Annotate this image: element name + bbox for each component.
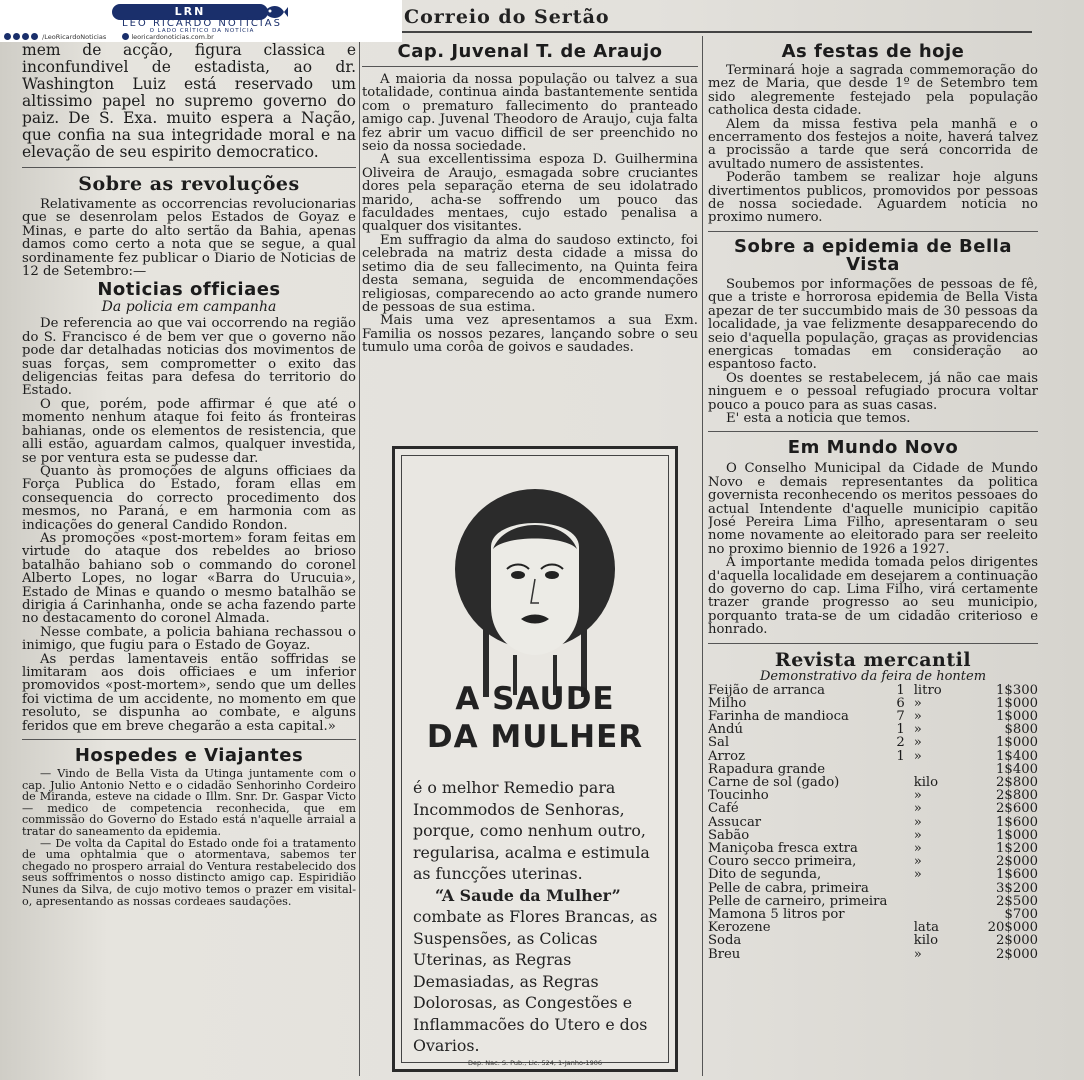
price-unit: lata [913, 920, 939, 936]
price-item: Arroz [708, 748, 746, 764]
price-item: Carne de sol (gado) [708, 775, 840, 791]
price-qty: 7 [896, 709, 905, 725]
price-qty: 1 [896, 748, 905, 764]
price-unit: » [913, 854, 922, 870]
paragraph: O que, porém, pode affirmar é que até o momento nenhum ataque foi feito ás fronteiras bahianas, onde os elementos de resistencia, que alli estão, aguardam calmos, qualquer investida, se por ventura esta se pudesse dar. [22, 396, 356, 466]
social-icons [4, 33, 106, 41]
price-value: 1$000 [996, 827, 1038, 843]
paragraph: O Conselho Municipal da Cidade de Mundo Novo e demais representantes da politica governista reconhecendo os meritos pessoaes do actual Intendente d'aquelle municipio capitão José Pereira Lima Filho, apresentaram o seu nome novamente ao eleitorado para ser reeleito no proximo biennio de 1926 a 1927. [708, 461, 1038, 557]
headline-hospedes: Hospedes e Viajantes [74, 745, 304, 767]
price-item: Milho [708, 695, 747, 711]
price-item: Rapadura grande [708, 761, 826, 777]
price-value: 1$400 [996, 761, 1038, 777]
price-value: 3$200 [996, 880, 1038, 896]
advertisement-saude-da-mulher [392, 446, 678, 1072]
price-item: Soda [708, 933, 742, 949]
price-value: 2$500 [996, 893, 1038, 909]
price-unit [914, 882, 987, 895]
price-row [708, 934, 1038, 947]
price-item: Kerozene [708, 920, 771, 936]
woman-portrait-illustration [435, 487, 635, 697]
price-value: 1$600 [996, 814, 1038, 830]
price-item: Maniçoba fresca extra [708, 841, 858, 857]
logo-name: LEO RICARDO NOTÍCIAS [122, 18, 282, 29]
price-qty [887, 895, 913, 908]
price-item: Andú [708, 722, 743, 738]
paragraph: A importante medida tomada pelos dirigentes d'aquella localidade em desejarem a continuação do governo do cap. Lima Filho, virá certamente trazer grande progresso ao seu municipio, porquanto trata-se de um cidadão criterioso e honrado. [708, 555, 1038, 638]
price-qty [887, 763, 913, 776]
price-unit: » [913, 801, 922, 817]
price-item: Sal [708, 735, 730, 751]
price-value: 2$800 [996, 775, 1038, 791]
social-handle: /LeoRicardoNoticias [42, 33, 107, 41]
price-unit: » [913, 814, 922, 830]
price-unit: » [913, 722, 922, 738]
paragraph: Nesse combate, a policia bahiana rechassou o inimigo, que fugiu para o Estado de Goyaz. [22, 624, 356, 654]
paragraph: — De volta da Capital do Estado onde foi a tratamento de uma ophtalmia que o atormentava, sabemos ter chegado no prospero arraial do Ventura restabelecido dos seus soffrimentos o nosso distincto amigo cap. Espiridião Nunes da Silva, de cujo motivo temos o prazer em visital-o, apresentando as nossas cordeaes saudações. [22, 836, 356, 908]
price-table [708, 684, 1038, 961]
column-right [708, 42, 1038, 1074]
price-unit: » [913, 788, 922, 804]
article-continuation: mem de acção, figura classica e inconfundivel de estadista, ao dr. Washington Luiz está reservado um altissimo papel no supremo governo do paiz. De S. Exa. muito espera a Nação, que confia na sua integridade moral e na elevação de seu espirito democratico. [22, 42, 356, 161]
price-value: 1$000 [996, 709, 1038, 725]
hospedes-section [22, 768, 356, 907]
price-unit: kilo [913, 933, 939, 949]
price-qty [887, 802, 913, 815]
column-divider [359, 36, 360, 1076]
logo-social-row [4, 33, 400, 41]
price-item: Couro secco primeira, [708, 854, 857, 870]
price-row [708, 921, 1038, 934]
price-value: 2$000 [996, 946, 1038, 962]
ad-title-line-2: DA MULHER [426, 719, 644, 755]
ad-body-2: combate as Flores Brancas, as Suspensões, as Colicas Uterinas, as Regras Demasiadas, as Regras Dolorosas, as Congestões e Inflammacões do Utero e dos Ovarios. [413, 907, 658, 1055]
masthead-title: Correio do Sertão [404, 6, 610, 28]
price-item: Feijão de arranca [708, 682, 826, 698]
price-unit: » [913, 735, 922, 751]
section-rule [22, 739, 356, 740]
price-item: Café [708, 801, 739, 817]
price-row [708, 750, 1038, 763]
price-qty [887, 921, 913, 934]
paragraph: Terminará hoje a sagrada commemoração do mez de Maria, que desde 1º de Setembro tem sido alegremente festejado pela população catholica desta cidade. [708, 63, 1038, 119]
header-rule [360, 31, 1032, 33]
price-item: Pelle de cabra, primeira [708, 880, 869, 896]
price-value: 2$000 [996, 854, 1038, 870]
price-value: $700 [1004, 907, 1038, 923]
price-qty [887, 816, 913, 829]
revista-subtitle: Demonstrativo da feira de hontem [759, 668, 987, 684]
ad-license-footer: Dep. Nac. S. Pub., Lic. 524, 1-Janho-1906 [468, 1059, 602, 1067]
paragraph: Alem da missa festiva pela manhã e o encerramento dos festejos a noite, haverá talvez a procissão a tarde que será concorrida de avultado numero de assistentes. [708, 116, 1038, 172]
headline-noticias: Noticias officiaes [97, 279, 281, 301]
subheadline-policia: Da policia em campanha [101, 299, 277, 316]
price-unit: » [913, 946, 922, 962]
price-qty [887, 868, 913, 881]
price-row [708, 710, 1038, 723]
price-item: Dito de segunda, [708, 867, 822, 883]
price-row [708, 736, 1038, 749]
price-row [708, 868, 1038, 881]
price-unit: litro [913, 682, 942, 698]
price-unit: » [913, 841, 922, 857]
headline-juvenal: Cap. Juvenal T. de Araujo [397, 42, 663, 62]
price-value: 2$800 [996, 788, 1038, 804]
price-value: 1$400 [996, 748, 1038, 764]
paragraph: As promoções «post-mortem» foram feitas em virtude do ataque dos rebeldes ao brioso batalhão bahiano sob o commando do coronel Alberto Lopes, no logar «Barra do Urucuia», Estado de Minas e quando o mesmo batalhão se dirigia á Carinhanha, onde se acha fazendo parte no destacamento do coronel Almada. [22, 530, 356, 627]
price-row [708, 948, 1038, 961]
price-qty [887, 908, 913, 921]
price-unit: » [913, 867, 922, 883]
column-left [22, 42, 356, 1074]
price-row [708, 723, 1038, 736]
price-row [708, 882, 1038, 895]
headline-festas: As festas de hoje [781, 42, 965, 62]
logo-tagline: O LADO CRÍTICO DA NOTÍCIA [149, 28, 255, 34]
price-qty: 1 [896, 682, 905, 698]
paragraph: Relativamente as occorrencias revolucionarias que se desenrolam pelos Estados de Goyaz e Minas, e parte do alto sertão da Bahia, apenas damos como certo a nota que se segue, a qual sordinamente fez publicar o Diario de Noticias de 12 de Setembro:— [22, 197, 356, 280]
section-rule [708, 231, 1038, 232]
paragraph: — Vindo de Bella Vista da Utinga juntamente com o cap. Julio Antonio Netto e o cidadão Senhorinho Cordeiro de Miranda, esteve na cidade o Illm. Snr. Dr. Gaspar Victo— medico de competencia reconhecida, que em commissão do Governo do Estado está n'aquelle arraial a tratar do saneamento da epidemia. [22, 767, 356, 838]
price-value: 2$600 [996, 801, 1038, 817]
globe-icon [122, 33, 129, 40]
paragraph: As perdas lamentaveis então soffridas se limitaram aos dois officiaes e um inferior promovidos «post-mortem», sendo que um delles foi victima de um accidente, no momento em que resoluto, se dispunha ao combate, e alguns feridos que em breve chegarão a esta capital.» [22, 651, 356, 734]
paragraph: A sua excellentissima espoza D. Guilhermina Oliveira de Araujo, esmagada sobre cruciantes dores pela separação eterna de seu idolatrado marido, acha-se soffrendo um pouco das faculdades mentaes, cujo estado penalisa a qualquer dos visitantes. [362, 152, 698, 235]
headline-mundo-novo: Em Mundo Novo [787, 437, 959, 459]
column-middle [362, 42, 698, 442]
section-rule [708, 431, 1038, 432]
price-unit: » [913, 827, 922, 843]
price-qty [887, 776, 913, 789]
instagram-icon [13, 33, 20, 40]
price-item: Toucinho [708, 788, 769, 804]
price-item: Breu [708, 946, 741, 962]
price-item: Sabão [708, 827, 750, 843]
headline-epidemia: Sobre a epidemia de Bella Vista [734, 235, 1012, 275]
price-value: 1$000 [996, 735, 1038, 751]
price-row [708, 816, 1038, 829]
logo-mark-text: LRN [174, 5, 206, 18]
price-item: Assucar [708, 814, 762, 830]
headline-revolucoes: Sobre as revoluções [78, 173, 300, 195]
price-value: 1$000 [996, 695, 1038, 711]
price-item: Farinha de mandioca [708, 709, 849, 725]
youtube-icon [31, 33, 38, 40]
ad-body-1: é o melhor Remedio para Incommodos de Senhoras, porque, como nenhum outro, regularisa, acalma e estimula as funcções uterinas. [413, 778, 650, 883]
price-unit [914, 895, 987, 908]
ad-title-line-1: A SAUDE [455, 681, 615, 717]
section-rule [708, 643, 1038, 644]
price-value: 1$300 [996, 682, 1038, 698]
paragraph: Quanto às promoções de alguns officiaes da Força Publica do Estado, foram ellas em consequencia do correcto procedimento dos mesmos, no Paraná, e em harmonia com as indicações do general Candido Rondon. [22, 463, 356, 533]
price-qty: 2 [896, 735, 905, 751]
price-value: 1$600 [996, 867, 1038, 883]
headline-revista: Revista mercantil [774, 648, 972, 671]
price-value: 1$200 [996, 841, 1038, 857]
price-item: Pelle de carneiro, primeira [708, 893, 888, 909]
paragraph: E' esta a noticia que temos. [726, 410, 911, 426]
ad-quote: “A Saude da Mulher” [435, 885, 621, 905]
column-divider [702, 36, 703, 1076]
price-value: 20$000 [987, 920, 1038, 936]
price-qty [887, 855, 913, 868]
price-unit: kilo [913, 775, 939, 791]
price-unit: » [913, 695, 922, 711]
price-qty [887, 789, 913, 802]
price-qty [887, 948, 913, 961]
paragraph: Os doentes se restabelecem, já não cae mais ninguem e o pessoal refugiado procura voltar pouco a pouco para as suas casas. [708, 370, 1038, 413]
section-rule [362, 66, 698, 67]
ad-body-text [413, 777, 661, 1057]
price-item: Mamona 5 litros por [708, 907, 845, 923]
price-unit: » [913, 709, 922, 725]
website: leoricardonoticias.com.br [122, 33, 214, 41]
price-qty [887, 829, 913, 842]
paragraph: De referencia ao que vai occorrendo na região do S. Francisco é de bem ver que o governo não pode dar detalhadas noticias dos movimentos de suas forças, sem comprometter o exito das deligencias feitas para defesa do territorio do Estado. [22, 316, 356, 399]
facebook-icon [4, 33, 11, 40]
paragraph: Em suffragio da alma do saudoso extincto, foi celebrada na matriz desta cidade a missa do setimo dia de seu fallecimento, na Quinta feira desta semana, seguida de encommendações religiosas, comparecendo ao acto grande numero de pessoas de sua estima. [362, 232, 698, 315]
paragraph: A maioria da nossa população ou talvez a sua totalidade, continua ainda bastantemente sentida com o prematuro fallecimento do pranteado amigo cap. Juvenal Theodoro de Araujo, cuja falta fez abrir um vacuo difficil de ser preenchido no seio da nossa sociedade. [362, 72, 698, 155]
paragraph: Mais uma vez apresentamos a sua Exm. Familia os nossos pezares, lançando sobre o seu tumulo uma corôa de goivos e saudades. [362, 313, 698, 356]
price-value: $800 [1004, 722, 1038, 738]
price-qty [887, 842, 913, 855]
price-row [708, 802, 1038, 815]
paragraph: Poderão tambem se realizar hoje alguns divertimentos publicos, promovidos por pessoas de nossa sociedade. Aguardem noticia no proximo numero. [708, 170, 1038, 226]
price-qty [887, 934, 913, 947]
price-value: 2$000 [996, 933, 1038, 949]
watermark-logo [0, 0, 402, 42]
price-qty: 1 [896, 722, 905, 738]
price-row [708, 789, 1038, 802]
section-rule [22, 167, 356, 168]
price-unit: » [913, 748, 922, 764]
price-qty: 6 [896, 695, 905, 711]
price-row [708, 684, 1038, 697]
twitter-icon [22, 33, 29, 40]
paragraph: Soubemos por informações de pessoas de fê, que a triste e horrorosa epidemia de Bella Vista apezar de ter succumbido mais de 30 pessoas da localidade, ja vae felizmente desapparecendo do seio d'aquella população, graças as providencias energicas tomadas em consideração ao espantoso facto. [708, 276, 1038, 373]
price-qty [887, 882, 913, 895]
